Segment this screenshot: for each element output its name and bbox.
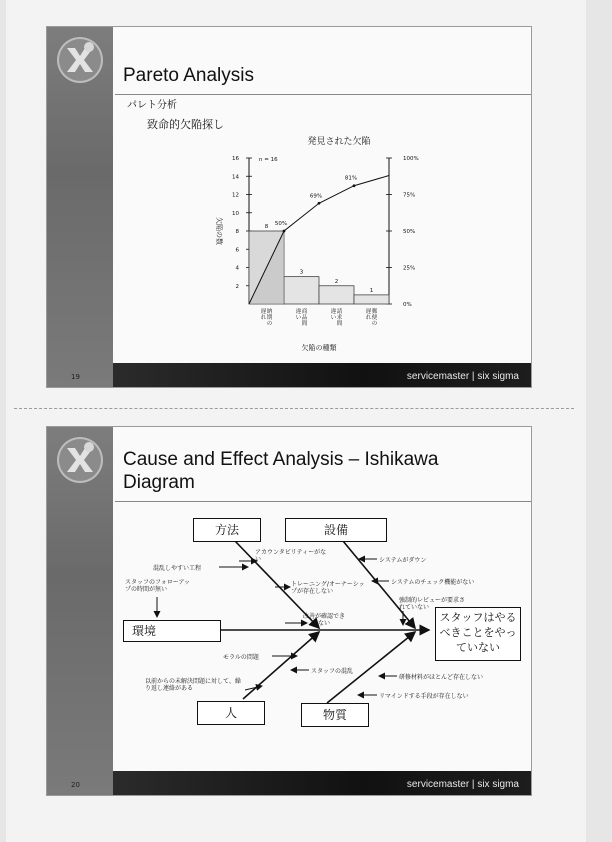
category-label: 郵便の遅れ: [365, 309, 378, 327]
y-tick-label: 8: [235, 229, 239, 235]
y-tick-label: 2: [235, 283, 239, 290]
effect-label: スタッフはやるべきことをやっていない: [439, 611, 517, 654]
cause-followup-time: スタッフのフォローアップの時間が無い: [125, 579, 190, 593]
y2-tick-label: 25%: [403, 265, 416, 272]
cause-system-down: システムがダウン: [379, 557, 427, 564]
bar-value-label: 3: [299, 269, 304, 276]
y-tick-label: 6: [235, 247, 239, 254]
y-tick-label: 16: [232, 156, 239, 162]
cause-accountability: アカウンタビリティーがない: [255, 549, 327, 563]
cumulative-label: 81%: [344, 175, 358, 182]
category-material-box: [301, 703, 369, 727]
cumulative-point: [283, 230, 286, 233]
cumulative-point: [318, 202, 321, 205]
y2-tick-label: 100%: [403, 156, 419, 162]
category-method-box: [193, 518, 261, 542]
cause-no-check-function: システムのチェック機能がない: [391, 579, 475, 586]
cause-no-improvement: 改善が確認できない: [302, 613, 345, 627]
chart-xlabel: 欠陥の種類: [301, 344, 337, 352]
y-tick-label: 12: [232, 192, 239, 199]
people-bone: [243, 632, 319, 699]
bar: [319, 286, 354, 304]
slide-ishikawa: [46, 426, 532, 796]
cumulative-label: 69%: [309, 193, 323, 200]
slide-footer: [113, 363, 531, 387]
bar: [354, 295, 389, 304]
slide-number: 20: [71, 781, 80, 789]
category-people-box: [197, 701, 265, 725]
slide-title-line2: Diagram: [123, 472, 195, 493]
category-label: 商品間違い: [295, 309, 308, 327]
slide-heading: 致命的欠陥探し: [147, 118, 224, 131]
y-tick-label: 4: [235, 265, 239, 272]
chart-annotation: n = 16: [259, 157, 278, 163]
cause-confusing-process: 混乱しやすい工程: [153, 565, 202, 572]
slide-title-line1: Cause and Effect Analysis – Ishikawa: [123, 449, 439, 470]
category-equipment-box: [285, 518, 387, 542]
cumulative-label: 50%: [274, 221, 288, 227]
y2-tick-label: 75%: [403, 192, 416, 199]
bar-value-label: 8: [264, 224, 269, 230]
cause-unresolved-issues: 以前からの未解決問題に対して、繰り返し連絡がある: [145, 678, 241, 692]
cause-morale: モラルの問題: [223, 654, 259, 661]
y2-tick-label: 0%: [403, 302, 412, 308]
slide-pareto: [46, 26, 532, 388]
cause-training: トレーニング/オーナーシップが存在しない: [291, 581, 365, 595]
category-environment-box: [123, 620, 221, 642]
category-label: 納期の遅れ: [260, 309, 273, 327]
bar-value-label: 1: [369, 287, 374, 294]
chart-title: 発見された欠陥: [307, 137, 371, 147]
y-tick-label: 14: [232, 174, 239, 181]
bar: [284, 277, 319, 304]
category-material-label: 物質: [322, 708, 347, 722]
category-method-label: 方法: [214, 523, 239, 537]
cause-no-reminder: リマインドする手段が存在しない: [379, 693, 469, 700]
slide-footer: [113, 771, 531, 795]
category-people-label: 人: [224, 706, 237, 720]
cumulative-point: [353, 184, 356, 187]
category-label: 請求間違い: [330, 309, 343, 327]
slide-title: Pareto Analysis: [123, 65, 254, 86]
cause-staff-confusion: スタッフの混乱: [311, 668, 354, 675]
footer-brand: servicemaster | six sigma: [406, 779, 519, 790]
pareto-chart: [47, 27, 531, 387]
cause-no-enforced-review: 強制的レビューが要求されていない: [399, 597, 466, 611]
page-divider: [14, 408, 574, 409]
effect-box: [435, 607, 521, 661]
slide-number: 19: [71, 373, 80, 381]
cause-little-training-material: 研修材料がほとんど存在しない: [399, 674, 484, 681]
y-tick-label: 10: [232, 210, 239, 217]
slide-subtitle: パレト分析: [127, 100, 177, 111]
y2-tick-label: 50%: [403, 229, 416, 235]
bar-value-label: 2: [334, 278, 339, 285]
chart-ylabel: 欠陥の数: [215, 217, 223, 245]
footer-brand: servicemaster | six sigma: [406, 371, 519, 382]
category-environment-label: 環境: [132, 624, 157, 638]
category-equipment-label: 設備: [323, 523, 348, 537]
